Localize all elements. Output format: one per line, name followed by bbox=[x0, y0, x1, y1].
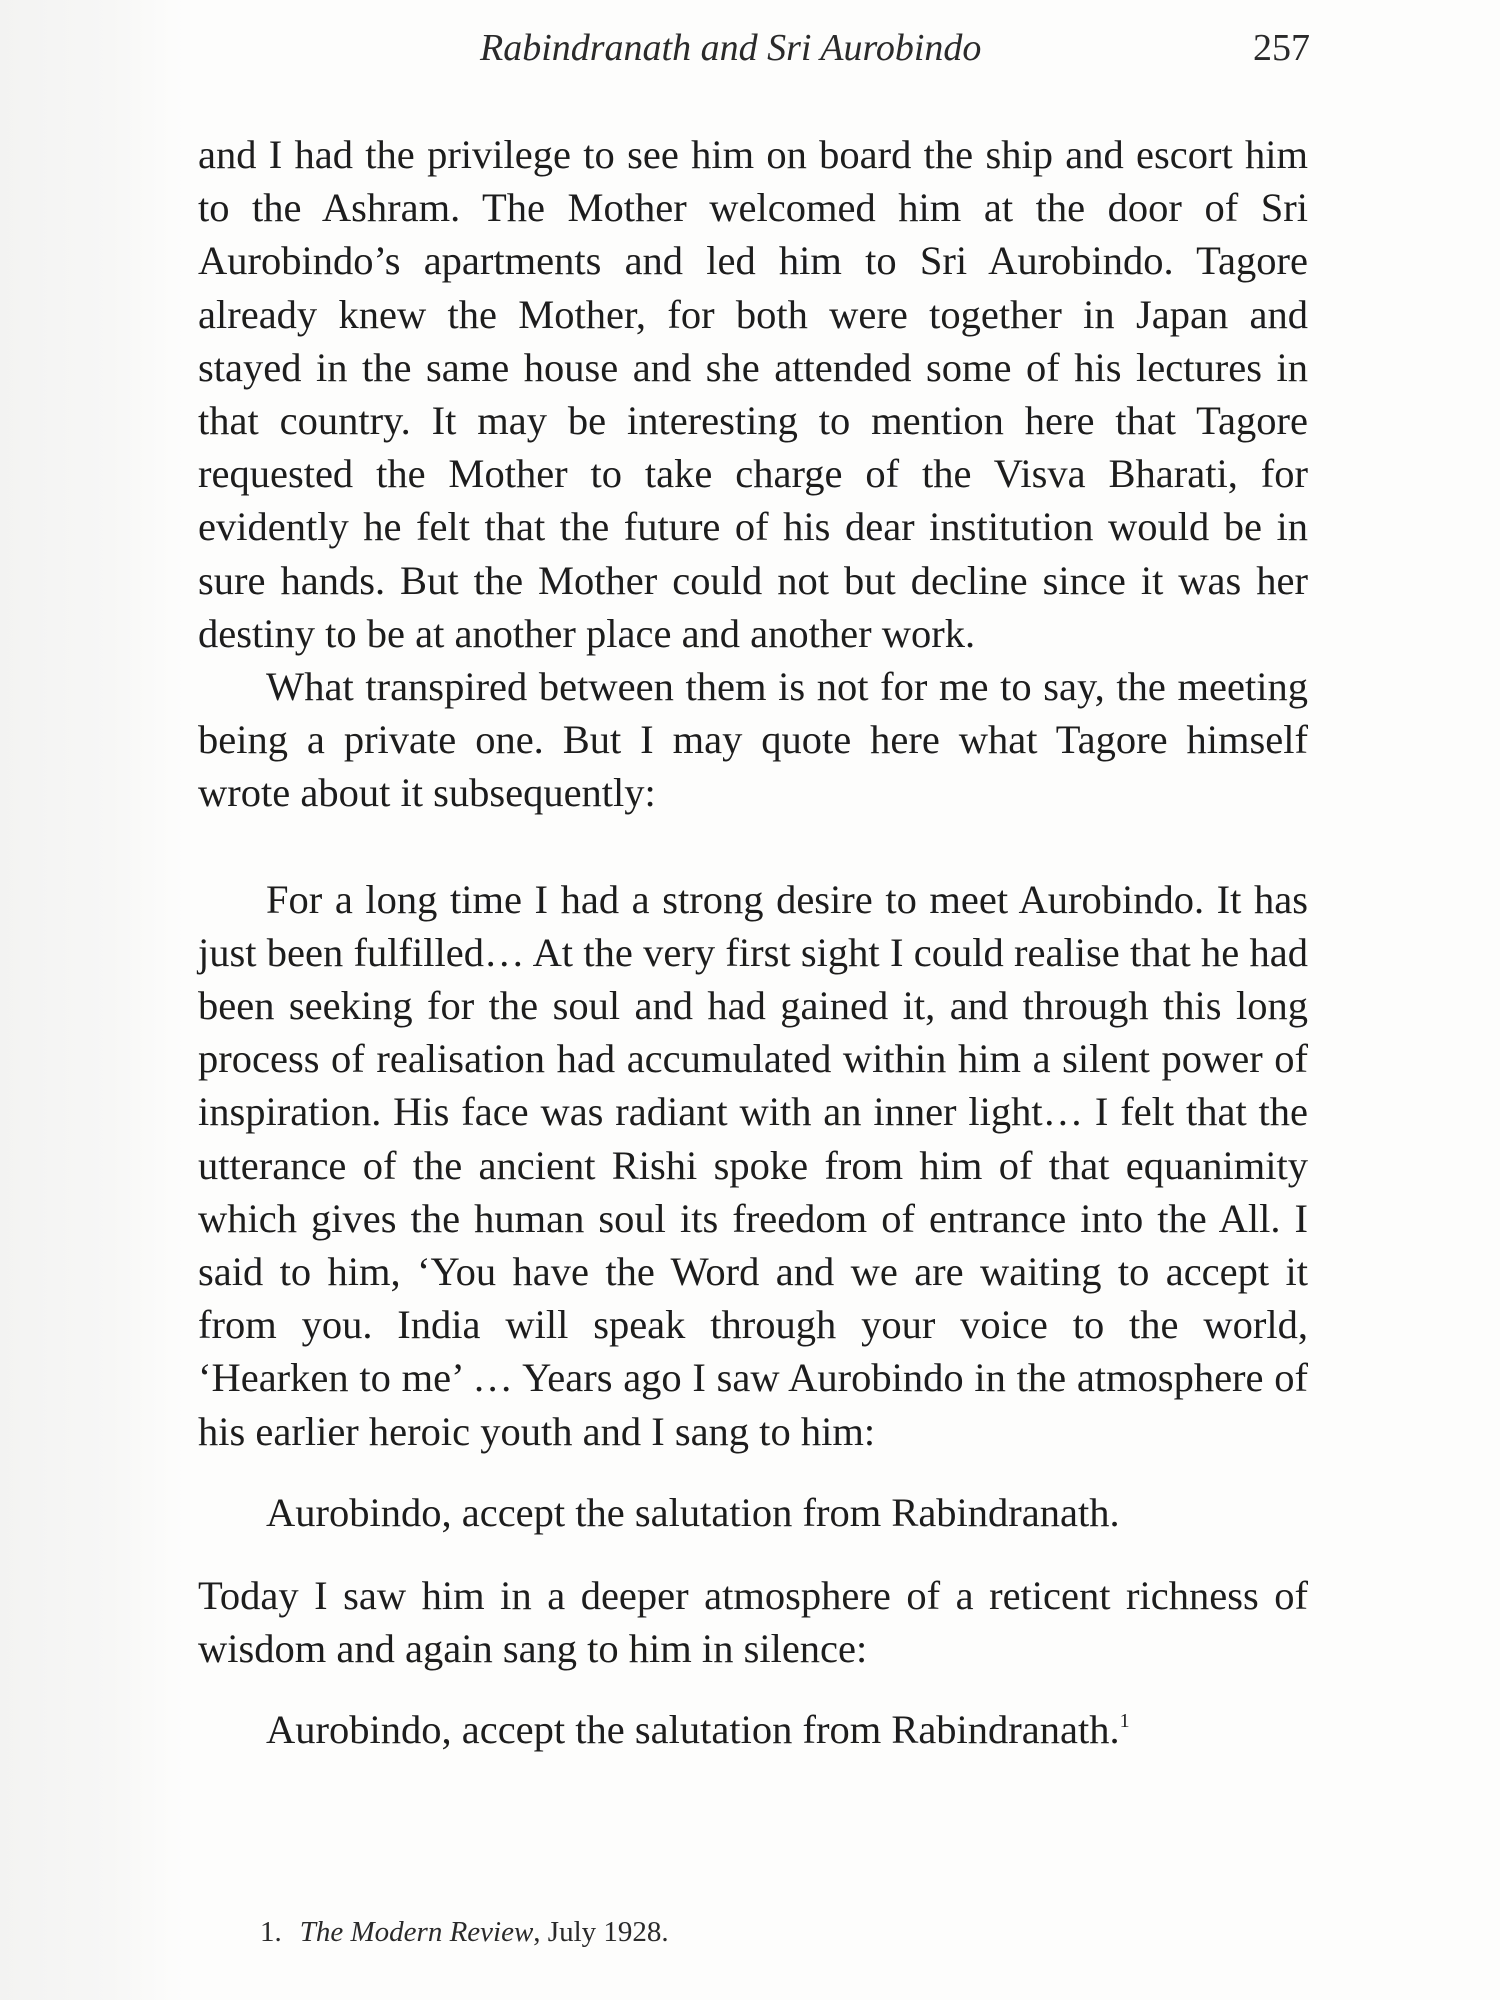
footnote-marker: 1 bbox=[1119, 1710, 1130, 1733]
verse-salutation-2-text: Aurobindo, accept the salutation from Rabindranath. bbox=[266, 1707, 1120, 1753]
running-title: Rabindranath and Sri Aurobindo bbox=[480, 27, 982, 69]
footnote bbox=[260, 1912, 669, 1952]
footnote-source-title: The Modern Review bbox=[299, 1916, 534, 1948]
page-gutter-shadow bbox=[0, 0, 185, 2000]
verse-salutation-1: Aurobindo, accept the salutation from Rabindranath. bbox=[266, 1489, 1120, 1535]
paragraph-private-meeting: What transpired between them is not for me to say, the meeting being a private one. But I may quote here what Tagore himself wrote about it subsequently: bbox=[198, 664, 1308, 816]
paragraph-ashram-visit: and I had the privilege to see him on board the ship and escort him to the Ashram. The Mother welcomed him at the door of Sri Aurobindo’s apartments and led him to Sri Aurobindo. Tagore already knew the Mother, for both were together in Japan and stayed in the same house and she attended some of his lectures in that country. It may be interesting to mention here that Tagore requested the Mother to take charge of the Visva Bharati, for evidently he felt that the future of his dear institution would be in sure hands. But the Mother could not but decline since it was her destiny to be at another place and another work. bbox=[198, 132, 1308, 656]
paragraph-today: Today I saw him in a deeper atmosphere of a reticent richness of wisdom and again sang to him in silence: bbox=[198, 1573, 1308, 1672]
page-number: 257 bbox=[1253, 27, 1310, 69]
tagore-quote: For a long time I had a strong desire to meet Aurobindo. It has just been fulfilled… At the very first sight I could realise that he had been seeking for the soul and had gained it, and through this long process of realisation had accumulated within him a silent power of inspiration. His face was radiant with an inner light… I felt that the utterance of the ancient Rishi spoke from him of that equanimity which gives the human soul its freedom of entrance into the All. I said to him, ‘You have the Word and we are waiting to accept it from you. India will speak through your voice to the world, ‘Hearken to me’ … Years ago I saw Aurobindo in the atmosphere of his earlier heroic youth and I sang to him: bbox=[198, 876, 1308, 1454]
footnote-number: 1. bbox=[260, 1916, 282, 1948]
verse-salutation-2 bbox=[198, 1703, 1308, 1756]
main-text bbox=[198, 128, 1308, 1757]
footnote-source-date: , July 1928. bbox=[533, 1916, 669, 1948]
running-header bbox=[200, 22, 1310, 74]
